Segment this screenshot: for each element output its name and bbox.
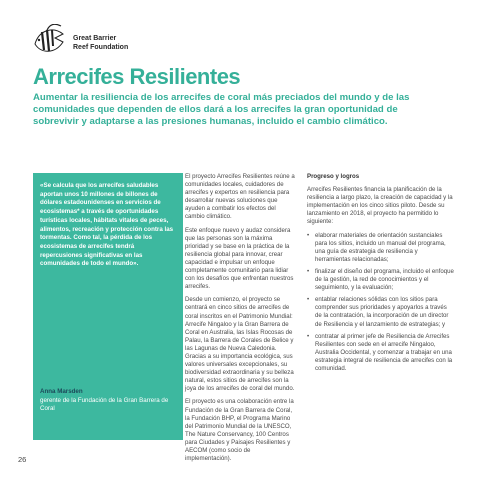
middle-paragraph-2: Este enfoque nuevo y audaz considera que las personas son la máxima prioridad y se base en la práctica de la resiliencia global para innovar, crear capacidad e impulsar un enfoque completamente comunitario para lidiar con los desafíos que enfrentan nuestros arrecifes. — [185, 226, 294, 291]
quote-attribution — [40, 388, 180, 414]
achievements-list — [307, 232, 454, 374]
logo-line-2: Reef Foundation — [73, 44, 129, 51]
fish-icon — [33, 24, 67, 60]
section-heading: Progreso y logros — [307, 173, 360, 180]
middle-paragraph-3: Desde un comienzo, el proyecto se centrará en cinco sitios de arrecifes de coral inscritos en el Patrimonio Mundial: Arrecife Ningaloo y la Gran Barrera de Coral en Australia, las Islas Rocosas de Palau, la Barrera de Corales de Belice y las Lagunas de Nueva Caledonia. Gracias a su importancia ecológica, sus valores universales excepcionales, su biodiversidad extraordinaria y su belleza natural, estos sitios de arrecifes son la joya de los arrecifes de coral del mundo. — [185, 296, 295, 393]
list-item: • finalizar el diseño del programa, incluido el enfoque de la gestión, la red de conocimientos y el seguimiento, y la evaluación; — [307, 268, 454, 292]
middle-column — [185, 173, 297, 468]
list-item: • entablar relaciones sólidas con los sitios para comprender sus prioridades y apoyarlos a través de la contratación, la incorporación de un director de Resiliencia y el lanzamiento de estrategias; y — [307, 296, 454, 328]
list-item: • contratar al primer jefe de Resiliencia de Arrecifes Resilientes con sede en el arrecife Ningaloo, Australia Occidental, y comenzar a trabajar en una estrategia integral de resiliencia de arrecifes con la comunidad. — [307, 333, 454, 373]
list-item: • elaborar materiales de orientación sustanciales para los sitios, incluido un manual del programa, una guía de estrategia de resiliencia y herramientas relacionadas; — [307, 232, 454, 264]
author-name: Anna Marsden — [40, 388, 83, 395]
page-title: Arrecifes Resilientes — [33, 64, 241, 89]
logo-line-1: Great Barrier — [73, 35, 117, 42]
author-role: gerente de la Fundación de la Gran Barrera de Coral — [40, 396, 169, 413]
logo-text — [73, 34, 128, 52]
middle-paragraph-1: El proyecto Arrecifes Resilientes reúne a comunidades locales, cuidadores de arrecifes y expertos en resiliencia para desarrollar nuevas soluciones que ayuden a combatir los efectos del cambio climático. — [185, 173, 295, 221]
page-number: 26 — [18, 455, 27, 464]
middle-paragraph-4: El proyecto es una colaboración entre la Fundación de la Gran Barrera de Coral, la Fundación BHP, el Programa Marino del Patrimonio Mundial de la UNESCO, The Nature Conservancy, 100 Centros para Ciudades y Paisajes Resilientes y AECOM (como socio de implementación). — [185, 398, 294, 463]
page-subtitle: Aumentar la resiliencia de los arrecifes de coral más preciados del mundo y de las comunidades que dependen de ellos dará a los arrecifes la gran oportunidad de sobrevivir y adaptarse a las presiones humanas, incluido el cambio climático. — [33, 92, 410, 127]
quote-box — [33, 173, 183, 440]
right-intro: Arrecifes Resilientes financia la planificación de la resiliencia a largo plazo, la creación de capacidad y la implementación en los cinco sitios piloto. Desde su lanzamiento en 2018, el proyecto ha permitido lo siguiente: — [307, 186, 453, 226]
right-column — [307, 173, 454, 377]
foundation-logo — [33, 24, 193, 64]
quote-text: «Se calcula que los arrecifes saludables aportan unos 10 millones de billones de dólares estadounidenses en servicios de ecosistemas* a través de oportunidades turísticas locales, hábitats vitales de peces, alimentos, recreación y protección contra las tormentas. Como tal, la pérdida de los ecosistemas de arrecifes tendrá repercusiones significativas en las comunidades de todo el mundo». — [40, 182, 174, 268]
